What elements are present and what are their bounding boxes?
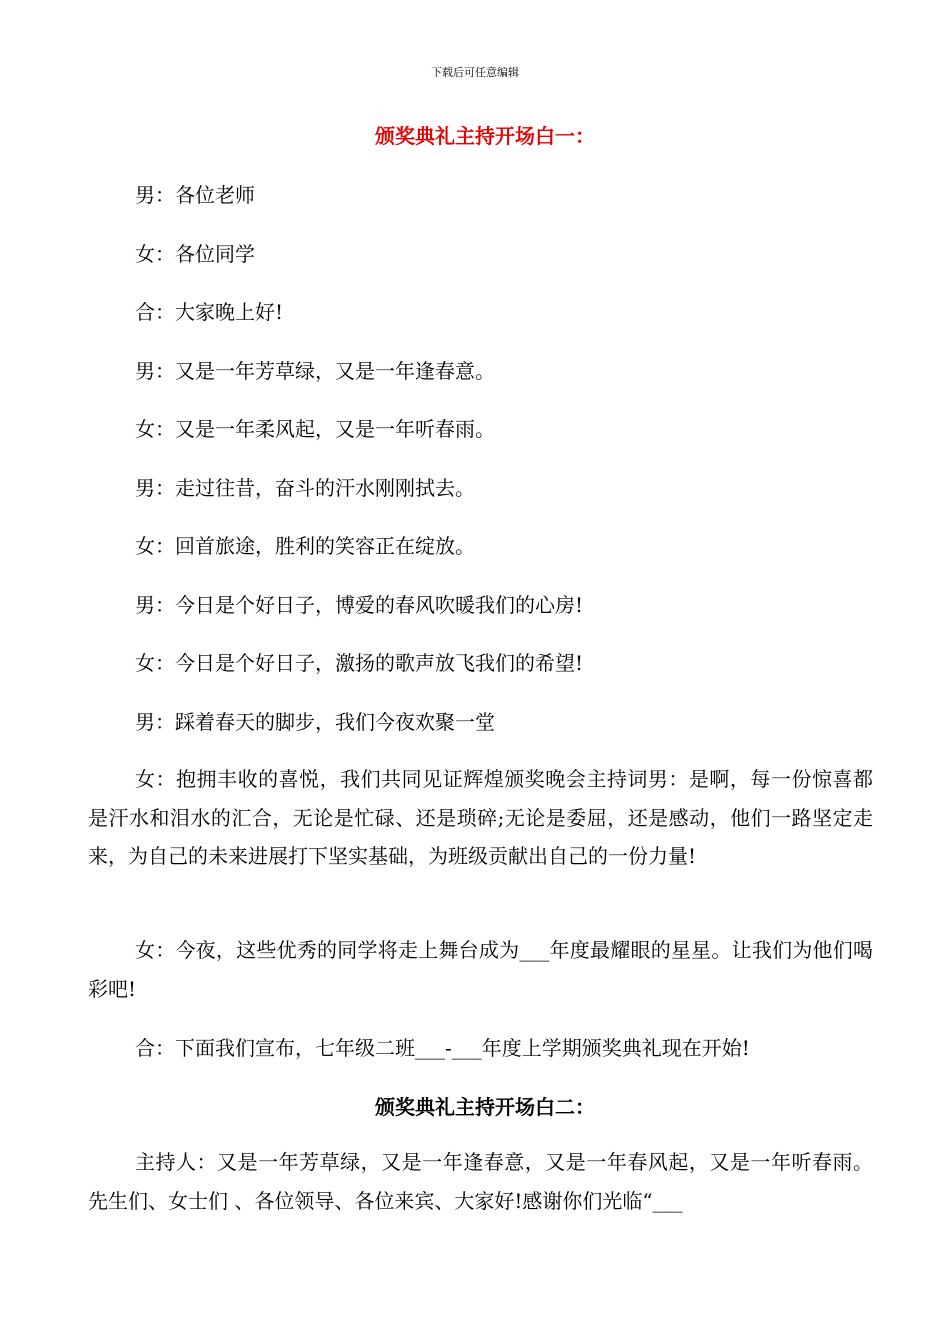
section1-title: 颁奖典礼主持开场白一：: [375, 124, 595, 148]
dialogue-line: 男：走过往昔，奋斗的汗水刚刚拭去。: [135, 476, 475, 500]
dialogue-line: 男：踩着春天的脚步，我们今夜欢聚一堂: [135, 710, 495, 734]
dialogue-line: 男：又是一年芳草绿，又是一年逢春意。: [135, 359, 495, 383]
dialogue-line: 女：今日是个好日子，激扬的歌声放飞我们的希望!: [135, 651, 584, 675]
section2-title: 颁奖典礼主持开场白二：: [375, 1095, 595, 1119]
dialogue-line: 男：今日是个好日子，博爱的春风吹暖我们的心房!: [135, 593, 584, 617]
dialogue-line: 女：各位同学: [135, 242, 255, 266]
host-paragraph: 主持人：又是一年芳草绿，又是一年逢春意，又是一年春风起，又是一年听春雨。先生们、女士们 、各位领导、各位来宾、大家好!感谢你们光临“___: [88, 1150, 873, 1213]
closing-line: 合：下面我们宣布，七年级二班___-___年度上学期颁奖典礼现在开始!: [135, 1036, 750, 1060]
dialogue-line: 女：回首旅途，胜利的笑容正在绽放。: [135, 534, 475, 558]
dialogue-line: 合：大家晚上好!: [135, 300, 284, 324]
dialogue-paragraph: 女：抱拥丰收的喜悦，我们共同见证辉煌颁奖晚会主持词男：是啊，每一份惊喜都是汗水和泪水的汇合，无论是忙碌、还是琐碎;无论是委屈，还是感动，他们一路坚定走来，为自己的未来进展打下坚实基础，为班级贡献出自己的一份力量!: [88, 767, 873, 868]
dialogue-line: 女：又是一年柔风起，又是一年听春雨。: [135, 417, 495, 441]
header-note: 下载后可任意编辑: [431, 66, 519, 79]
dialogue-paragraph: 女：今夜，这些优秀的同学将走上舞台成为___年度最耀眼的星星。让我们为他们喝彩吧!: [88, 938, 873, 1001]
dialogue-line: 男：各位老师: [135, 183, 255, 207]
